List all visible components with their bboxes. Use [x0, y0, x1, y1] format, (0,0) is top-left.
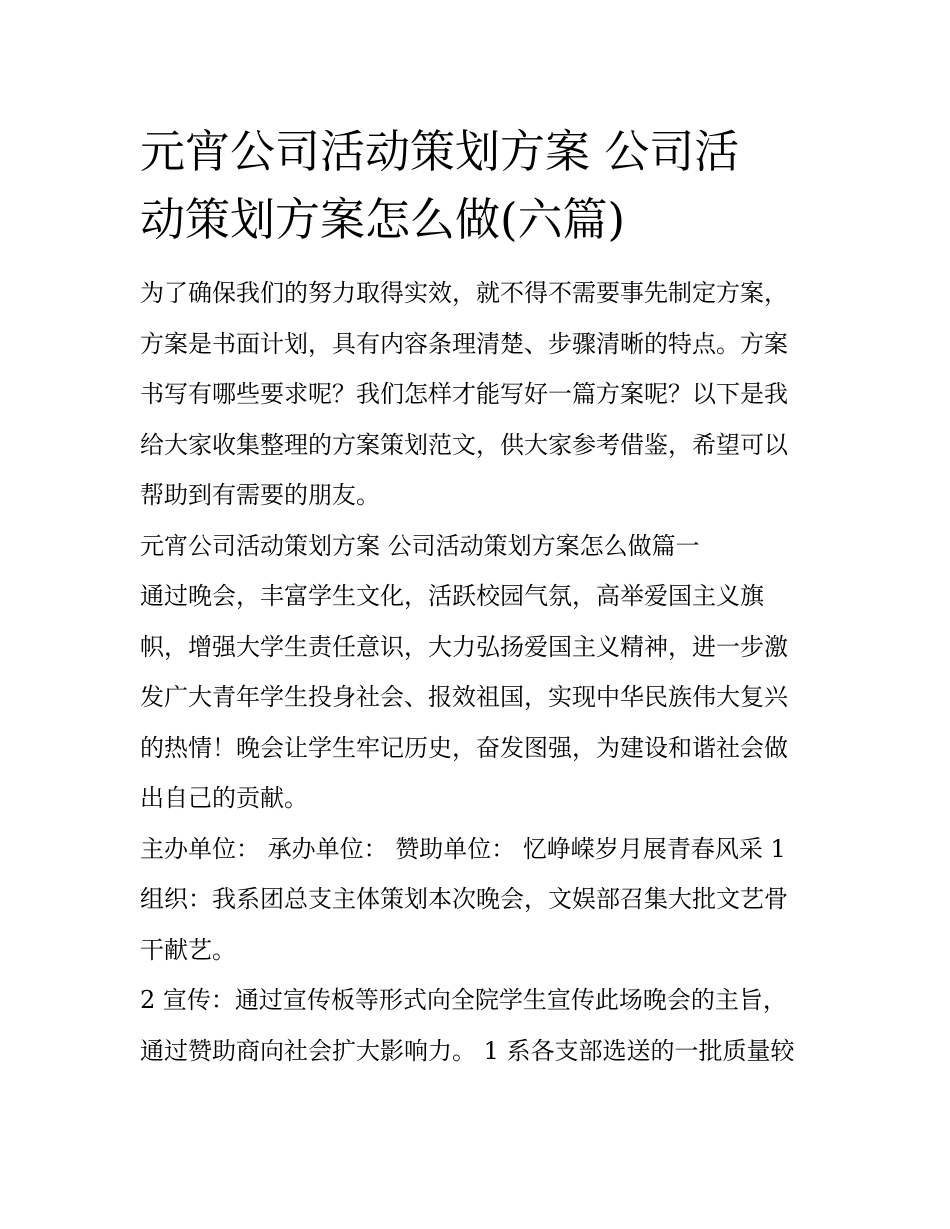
organization-paragraph	[140, 874, 820, 975]
text-line: 的热情！晚会让学生牢记历史，奋发图强，为建设和谐社会做	[140, 733, 788, 762]
text-line: 通过赞助商向社会扩大影响力。 1 系各支部选送的一批质量较	[140, 1036, 795, 1065]
purpose-paragraph	[140, 571, 820, 824]
title-line: 元宵公司活动策划方案 公司活	[140, 125, 740, 178]
document-body	[140, 268, 820, 1076]
text-line: 组织：我系团总支主体策划本次晚会，文娱部召集大批文艺骨	[140, 885, 788, 913]
text-line: 干献艺。	[140, 935, 236, 964]
text-line: 方案是书面计划，具有内容条理清楚、步骤清晰的特点。方案	[140, 329, 788, 358]
text-line: 帮助到有需要的朋友。	[140, 481, 380, 509]
document-title	[140, 118, 820, 254]
text-line: 为了确保我们的努力取得实效，就不得不需要事先制定方案，	[140, 279, 788, 307]
intro-paragraph	[140, 268, 820, 521]
text-line: 出自己的贡献。	[140, 784, 308, 812]
document-content	[140, 118, 820, 1076]
text-line: 通过晚会，丰富学生文化，活跃校园气氛，高举爱国主义旗	[140, 582, 764, 610]
publicity-paragraph	[140, 975, 820, 1076]
title-line: 动策划方案怎么做(六篇)	[140, 193, 626, 246]
text-line: 给大家收集整理的方案策划范文，供大家参考借鉴，希望可以	[140, 430, 788, 459]
organizers-paragraph	[140, 824, 820, 875]
text-line: 书写有哪些要求呢？我们怎样才能写好一篇方案呢？以下是我	[140, 380, 788, 408]
text-line: 主办单位： 承办单位： 赞助单位： 忆峥嵘岁月展青春风采 1	[140, 834, 786, 863]
section-heading	[140, 521, 820, 572]
text-line: 帜，增强大学生责任意识，大力弘扬爱国主义精神，进一步激	[140, 632, 788, 661]
text-line: 元宵公司活动策划方案 公司活动策划方案怎么做篇一	[140, 531, 700, 560]
text-line: 发广大青年学生投身社会、报效祖国，实现中华民族伟大复兴	[140, 683, 788, 711]
text-line: 2 宣传：通过宣传板等形式向全院学生宣传此场晚会的主旨，	[140, 986, 787, 1014]
